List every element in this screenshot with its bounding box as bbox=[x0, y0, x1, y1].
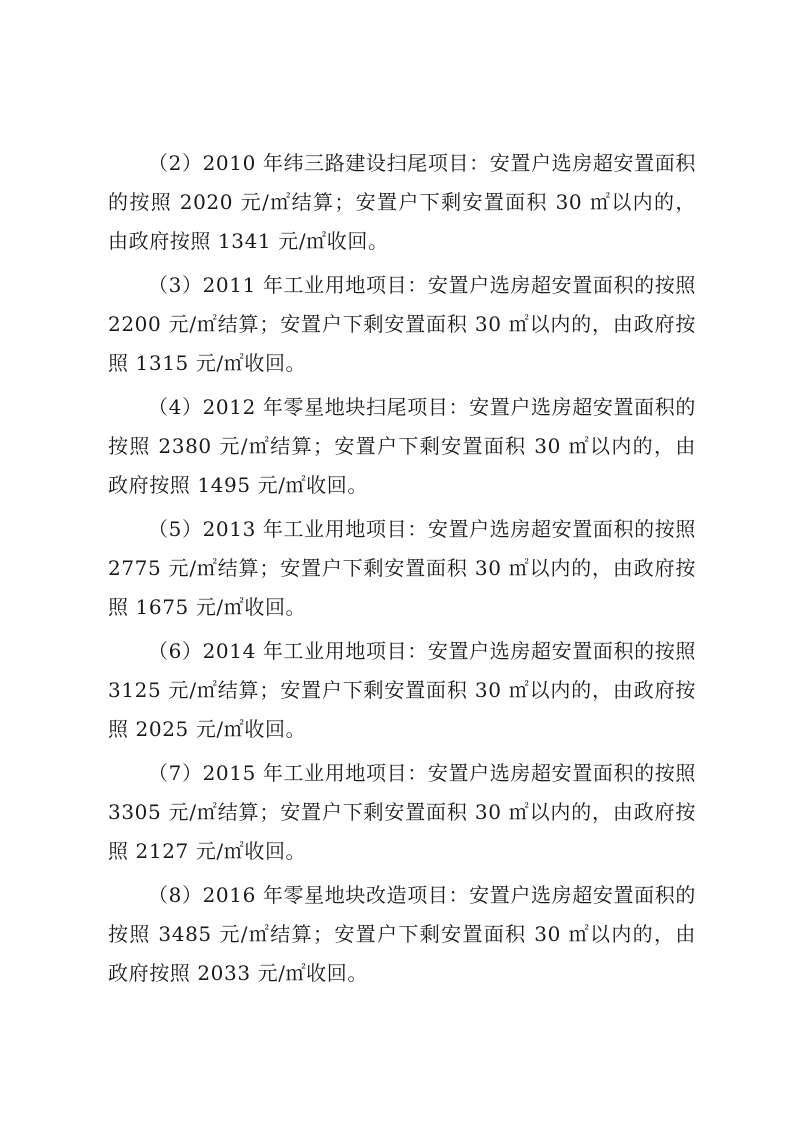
paragraph-item-7: （7）2015 年工业用地项目：安置户选房超安置面积的按照 3305 元/㎡结算；安置户下剩安置面积 30 ㎡以内的，由政府按照 2127 元/㎡收回。 bbox=[108, 761, 696, 863]
paragraph-item-5: （5）2013 年工业用地项目：安置户选房超安置面积的按照 2775 元/㎡结算；安置户下剩安置面积 30 ㎡以内的，由政府按照 1675 元/㎡收回。 bbox=[108, 517, 696, 619]
paragraph-item-6: （6）2014 年工业用地项目：安置户选房超安置面积的按照 3125 元/㎡结算；安置户下剩安置面积 30 ㎡以内的，由政府按照 2025 元/㎡收回。 bbox=[108, 639, 696, 741]
paragraph-item-8: （8）2016 年零星地块改造项目：安置户选房超安置面积的按照 3485 元/㎡结算；安置户下剩安置面积 30 ㎡以内的，由政府按照 2033 元/㎡收回。 bbox=[108, 883, 696, 985]
paragraph-item-3: （3）2011 年工业用地项目：安置户选房超安置面积的按照 2200 元/㎡结算；安置户下剩安置面积 30 ㎡以内的，由政府按照 1315 元/㎡收回。 bbox=[108, 273, 696, 375]
paragraph-item-4: （4）2012 年零星地块扫尾项目：安置户选房超安置面积的按照 2380 元/㎡结算；安置户下剩安置面积 30 ㎡以内的，由政府按照 1495 元/㎡收回。 bbox=[108, 395, 696, 497]
document-body bbox=[108, 144, 696, 998]
paragraph-item-2: （2）2010 年纬三路建设扫尾项目：安置户选房超安置面积的按照 2020 元/㎡结算；安置户下剩安置面积 30 ㎡以内的，由政府按照 1341 元/㎡收回。 bbox=[108, 151, 696, 253]
